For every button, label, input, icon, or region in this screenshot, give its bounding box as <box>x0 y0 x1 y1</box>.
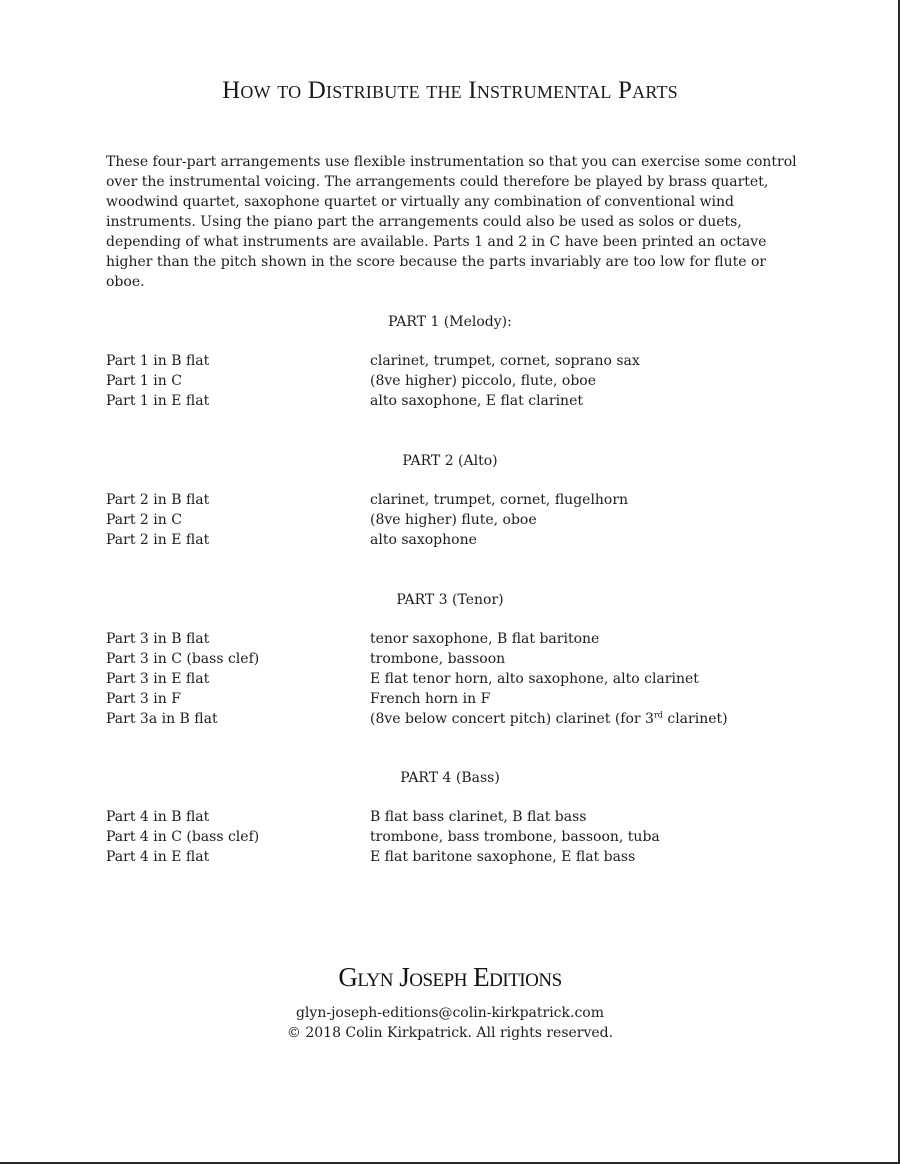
part-row <box>106 371 806 391</box>
part-instruments: French horn in F <box>370 691 491 707</box>
part-row <box>106 510 806 530</box>
part-row <box>106 847 806 867</box>
part-name: Part 3a in B flat <box>106 711 218 727</box>
part-name: Part 3 in B flat <box>106 631 210 647</box>
part-name: Part 4 in E flat <box>106 849 210 865</box>
parts-list-part-3 <box>106 629 806 729</box>
part-row <box>106 649 806 669</box>
part-instruments: (8ve higher) piccolo, flute, oboe <box>370 373 597 389</box>
copyright-notice: © 2018 Colin Kirkpatrick. All rights reserved. <box>286 1025 614 1041</box>
part-row <box>106 709 806 729</box>
part-name: Part 2 in C <box>106 512 182 528</box>
part-row <box>106 629 806 649</box>
ordinal-superscript: rd <box>653 710 663 720</box>
part-row <box>106 807 806 827</box>
part-name: Part 3 in F <box>106 691 181 707</box>
part-instruments-text: (8ve below concert pitch) clarinet (for 3 <box>370 711 654 727</box>
part-instruments: B flat bass clarinet, B flat bass <box>370 809 587 825</box>
section-heading-part-2: PART 2 (Alto) <box>402 453 498 469</box>
part-instruments: alto saxophone <box>370 532 477 548</box>
part-name: Part 1 in B flat <box>106 353 210 369</box>
part-row <box>106 669 806 689</box>
part-instruments: clarinet, trumpet, cornet, soprano sax <box>370 353 640 369</box>
publisher-email: glyn-joseph-editions@colin-kirkpatrick.com <box>295 1005 605 1021</box>
part-row <box>106 490 806 510</box>
part-name: Part 1 in C <box>106 373 182 389</box>
part-row <box>106 689 806 709</box>
parts-list-part-2 <box>106 490 806 550</box>
section-heading-part-3: PART 3 (Tenor) <box>396 592 504 608</box>
part-instruments: E flat baritone saxophone, E flat bass <box>370 849 636 865</box>
part-row <box>106 827 806 847</box>
part-name: Part 4 in C (bass clef) <box>106 829 260 845</box>
part-name: Part 3 in E flat <box>106 671 210 687</box>
publisher-logo: Glyn Joseph Editions <box>338 962 562 992</box>
part-instruments: E flat tenor horn, alto saxophone, alto clarinet <box>370 671 699 687</box>
part-instruments: trombone, bassoon <box>370 651 506 667</box>
part-instruments: clarinet, trumpet, cornet, flugelhorn <box>370 492 629 508</box>
part-instruments: trombone, bass trombone, bassoon, tuba <box>370 829 660 845</box>
part-row <box>106 391 806 411</box>
part-name: Part 2 in B flat <box>106 492 210 508</box>
part-instruments: tenor saxophone, B flat baritone <box>370 631 600 647</box>
section-heading-part-4: PART 4 (Bass) <box>400 770 500 786</box>
page-title: How to Distribute the Instrumental Parts <box>222 77 678 104</box>
part-instruments <box>370 709 728 729</box>
parts-list-part-1 <box>106 351 806 411</box>
part-instruments: (8ve higher) flute, oboe <box>370 512 537 528</box>
intro-paragraph: These four-part arrangements use flexible instrumentation so that you can exercise some control over the instrumental voicing. The arrangements could therefore be played by brass quartet, woodwind quartet, saxophone quartet or virtually any combination of conventional wind instruments. Using the piano part the arrangements could also be used as solos or duets, depending of what instruments are available. Parts 1 and 2 in C have been printed an octave higher than the pitch shown in the score because the parts invariably are too low for flute or oboe. <box>106 154 797 290</box>
part-instruments: alto saxophone, E flat clarinet <box>370 393 583 409</box>
part-name: Part 2 in E flat <box>106 532 210 548</box>
parts-list-part-4 <box>106 807 806 867</box>
part-instruments-text-end: clarinet) <box>662 711 728 727</box>
part-row <box>106 530 806 550</box>
section-heading-part-1: PART 1 (Melody): <box>388 314 512 330</box>
part-name: Part 3 in C (bass clef) <box>106 651 260 667</box>
part-row <box>106 351 806 371</box>
part-name: Part 4 in B flat <box>106 809 210 825</box>
part-name: Part 1 in E flat <box>106 393 210 409</box>
